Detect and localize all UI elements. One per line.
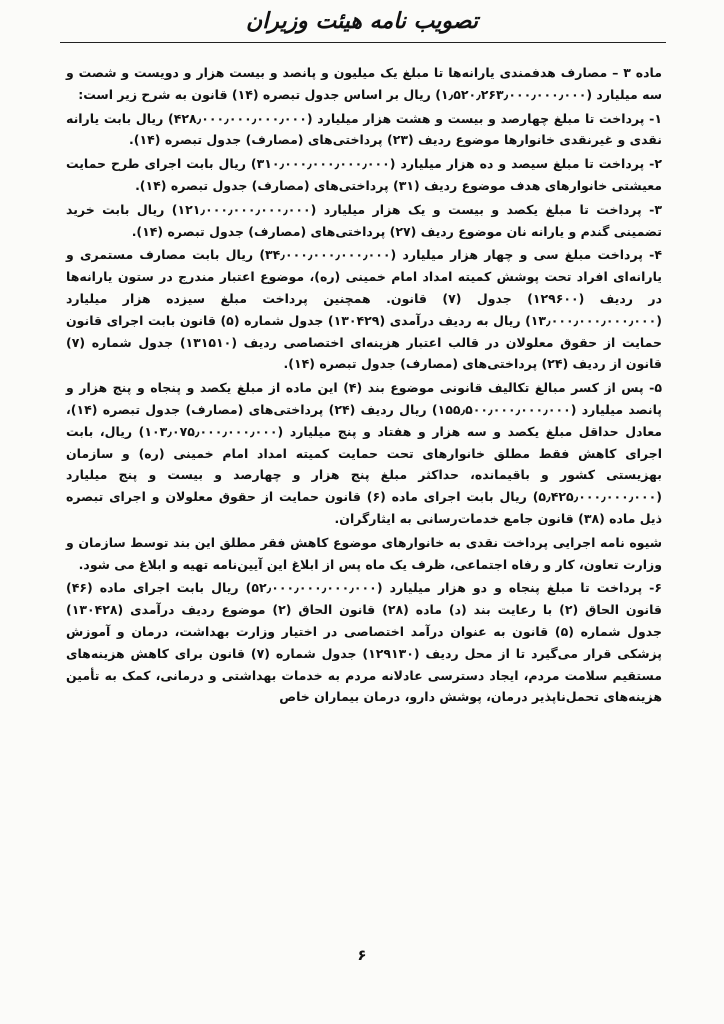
header-divider [60, 42, 666, 43]
page-number: ۶ [357, 946, 367, 964]
paragraph-item-3: ۳- پرداخت تا مبلغ یکصد و بیست و یک هزار میلیارد (۱۲۱٫۰۰۰٫۰۰۰٫۰۰۰٫۰۰۰) ریال بابت خرید تضمینی گندم و یارانه نان موضوع ردیف (۲۷) پرداختی‌های (مصارف) جدول تبصره (۱۴). [66, 201, 662, 239]
paragraph-item-5: ۵- پس از کسر مبالغ تکالیف قانونی موضوع بند (۴) این ماده از مبلغ یکصد و پنجاه و پنج هزار و پانصد میلیارد (۱۵۵٫۵۰۰٫۰۰۰٫۰۰۰٫۰۰۰) ریال ردیف (۲۴) پرداختی‌های (مصارف) جدول تبصره (۱۴)، معادل حداقل مبلغ یکصد و سه هزار و هفتاد و پنج میلیارد (۱۰۳٫۰۷۵٫۰۰۰٫۰۰۰٫۰۰۰) ریال، بابت اجرای کاهش فقط مطلق خانوارهای تحت حمایت کمیته امداد امام خمینی (ره) و سازمان بهزیستی کشور و باقیمانده، حداکثر مبلغ پنج هزار و چهارصد و بیست و پنج میلیارد (۵٫۴۲۵٫۰۰۰٫۰۰۰٫۰۰۰) ریال بابت اجرای ماده (۶) قانون حمایت از حقوق معلولان و اجرای تبصره ذیل ماده (۳۸) قانون جامع خدمات‌رسانی به ایثارگران. [66, 380, 662, 526]
paragraph-item-1: ۱- پرداخت تا مبلغ چهارصد و بیست و هشت هزار میلیارد (۴۲۸٫۰۰۰٫۰۰۰٫۰۰۰٫۰۰۰) ریال بابت یارانه نقدی و غیرنقدی خانوارها موضوع ردیف (۲۳) پرداختی‌های (مصارف) جدول تبصره (۱۴). [66, 110, 662, 148]
paragraph-item-4: ۴- پرداخت مبلغ سی و چهار هزار میلیارد (۳۴٫۰۰۰٫۰۰۰٫۰۰۰٫۰۰۰) ریال بابت مصارف مستمری و یارانه‌ای افراد تحت پوشش کمیته امداد امام خمینی (ره)، موضوع اعتبار مندرج در ستون یارانه‌ها در ردیف (۱۲۹۶۰۰) جدول (۷) قانون. همچنین پرداخت مبلغ سیزده هزار میلیارد (۱۳٫۰۰۰٫۰۰۰٫۰۰۰٫۰۰۰) ریال به ردیف درآمدی (۱۳۰۴۲۹) جدول شماره (۵) قانون بابت اجرای قانون حمایت از حقوق معلولان در قالب اعتبار هزینه‌ای اختصاصی ردیف (۱۳۱۵۱۰) جدول شماره (۷) قانون از ردیف (۲۴) پرداختی‌های (مصارف) جدول تبصره (۱۴). [66, 247, 662, 372]
paragraph-article-3: ماده ۳ – مصارف هدفمندی یارانه‌ها تا مبلغ یک میلیون و پانصد و بیست هزار و دویست و شصت و سه میلیارد (۱٫۵۲۰٫۲۶۳٫۰۰۰٫۰۰۰٫۰۰۰) ریال بر اساس جدول تبصره (۱۴) قانون به شرح زیر است: [66, 65, 662, 102]
page-header-title: تصویب نامه هیئت وزیران [246, 8, 478, 34]
document-body [66, 62, 662, 708]
paragraph-item-6: ۶- پرداخت تا مبلغ پنجاه و دو هزار میلیارد (۵۲٫۰۰۰٫۰۰۰٫۰۰۰٫۰۰۰) ریال بابت اجرای ماده (۴۶) قانون الحاق (۲) با رعایت بند (د) ماده (۲۸) قانون الحاق (۲) موضوع ردیف درآمدی (۱۳۰۴۲۸) جدول شماره (۵) قانون به عنوان درآمد اختصاصی در اختیار وزارت بهداشت، درمان و آموزش پزشکی قرار می‌گیرد تا از محل ردیف (۱۲۹۱۳۰) جدول شماره (۷) قانون برای کاهش هزینه‌های مستقیم سلامت مردم، ایجاد دسترسی عادلانه مردم به خدمات بهداشتی و درمانی، کمک به تأمین هزینه‌های تحمل‌ناپذیر درمان، پوشش دارو، درمان بیماران خاص [66, 580, 662, 705]
paragraph-item-2: ۲- پرداخت تا مبلغ سیصد و ده هزار میلیارد (۳۱۰٫۰۰۰٫۰۰۰٫۰۰۰٫۰۰۰) ریال بابت اجرای طرح حمایت معیشتی خانوارهای هدف موضوع ردیف (۳۱) پرداختی‌های (مصارف) جدول تبصره (۱۴). [66, 156, 662, 193]
paragraph-guideline-note: شیوه نامه اجرایی پرداخت نقدی به خانوارهای موضوع کاهش فقر مطلق این بند توسط سازمان و وزارت تعاون، کار و رفاه اجتماعی، ظرف یک ماه پس از ابلاغ این آیین‌نامه تهیه و ابلاغ می شود. [66, 534, 662, 572]
